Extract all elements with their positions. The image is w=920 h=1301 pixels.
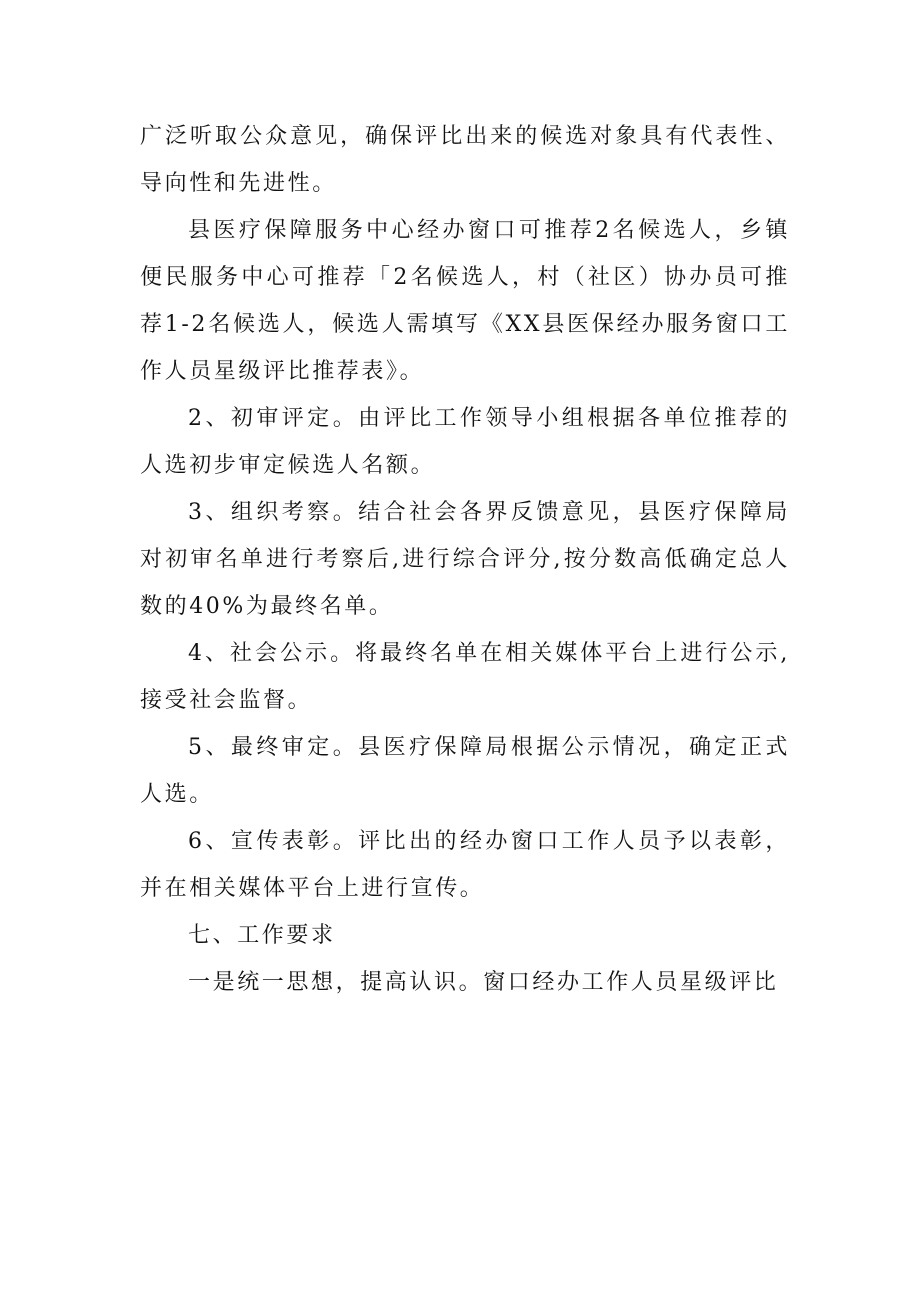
paragraph-step-6: 6、宣传表彰。评比出的经办窗口工作人员予以表彰，并在相关媒体平台上进行宣传。 — [140, 829, 790, 901]
paragraph-step-4: 4、社会公示。将最终名单在相关媒体平台上进行公示,接受社会监督。 — [140, 641, 790, 713]
document-body — [140, 113, 790, 1006]
paragraph-step-2: 2、初审评定。由评比工作领导小组根据各单位推荐的人选初步审定候选人名额。 — [140, 406, 790, 478]
paragraph-continued: 广泛听取公众意见，确保评比出来的候选对象具有代表性、导向性和先进性。 — [140, 124, 790, 196]
paragraph-requirement-1: 一是统一思想，提高认识。窗口经办工作人员星级评比 — [188, 970, 779, 995]
paragraph-step-3: 3、组织考察。结合社会各界反馈意见，县医疗保障局对初审名单进行考察后,进行综合评分,按分数高低确定总人数的40%为最终名单。 — [140, 500, 790, 619]
section-heading-work-requirements: 七、工作要求 — [188, 923, 336, 948]
paragraph-recommendation: 县医疗保障服务中心经办窗口可推荐2名候选人，乡镇便民服务中心可推荐「2名候选人，村（社区）协办员可推荐1-2名候选人，候选人需填写《XX县医保经办服务窗口工作人员星级评比推荐表》。 — [140, 218, 790, 384]
paragraph-step-5: 5、最终审定。县医疗保障局根据公示情况，确定正式人选。 — [140, 735, 790, 807]
